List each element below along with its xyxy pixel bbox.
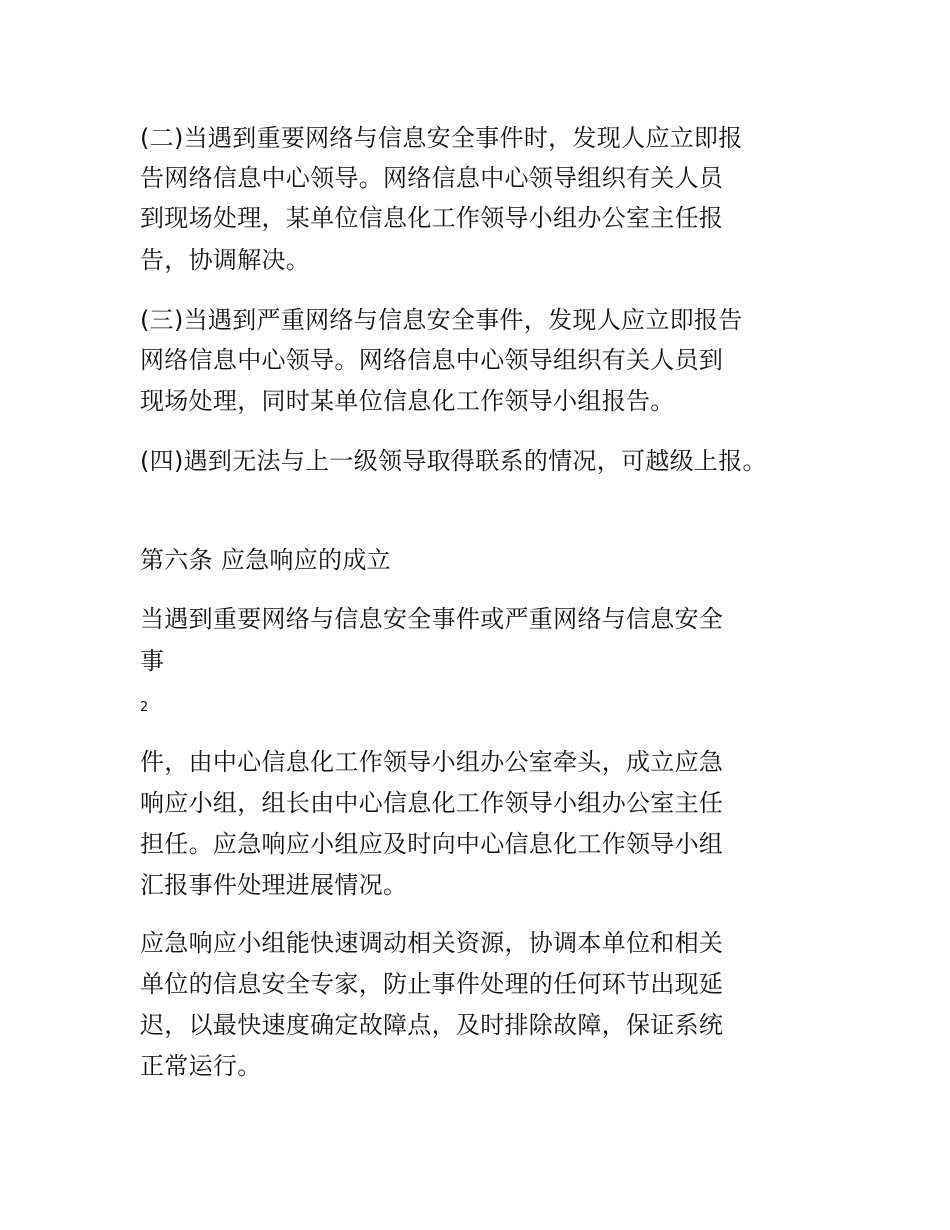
article-6-para-2-line-4: 正常运行。: [140, 1052, 262, 1080]
paragraph-2-line-2: 告网络信息中心领导。网络信息中心领导组织有关人员: [140, 164, 724, 192]
paragraph-2-line-1: (二)当遇到重要网络与信息安全事件时，发现人应立即报: [140, 124, 743, 152]
article-6-intro-line-2: 事: [140, 647, 165, 675]
paragraph-3-line-3: 现场处理，同时某单位信息化工作领导小组报告。: [140, 387, 675, 415]
paragraph-3-line-2: 网络信息中心领导。网络信息中心领导组织有关人员到: [140, 346, 724, 374]
article-6-cont-line-2: 响应小组，组长由中心信息化工作领导小组办公室主任: [140, 789, 724, 817]
paragraph-2-line-3: 到现场处理，某单位信息化工作领导小组办公室主任报: [140, 204, 724, 232]
article-6-heading: 第六条 应急响应的成立: [140, 546, 391, 574]
article-6-cont-line-4: 汇报事件处理进展情况。: [140, 871, 408, 899]
article-6-para-2-line-2: 单位的信息安全专家，防止事件处理的任何环节出现延: [140, 970, 724, 998]
paragraph-4-line-1: (四)遇到无法与上一级领导取得联系的情况，可越级上报。: [140, 447, 767, 475]
article-6-cont-line-3: 担任。应急响应小组应及时向中心信息化工作领导小组: [140, 830, 724, 858]
article-6-para-2-line-3: 迟，以最快速度确定故障点，及时排除故障，保证系统: [140, 1011, 724, 1039]
paragraph-2-line-4: 告，协调解决。: [140, 246, 311, 274]
page-number: 2: [140, 700, 149, 715]
article-6-intro-line-1: 当遇到重要网络与信息安全事件或严重网络与信息安全: [140, 605, 724, 633]
article-6-cont-line-1: 件，由中心信息化工作领导小组办公室牵头，成立应急: [140, 748, 724, 776]
article-6-para-2-line-1: 应急响应小组能快速调动相关资源，协调本单位和相关: [140, 929, 724, 957]
paragraph-3-line-1: (三)当遇到严重网络与信息安全事件，发现人应立即报告: [140, 306, 743, 334]
